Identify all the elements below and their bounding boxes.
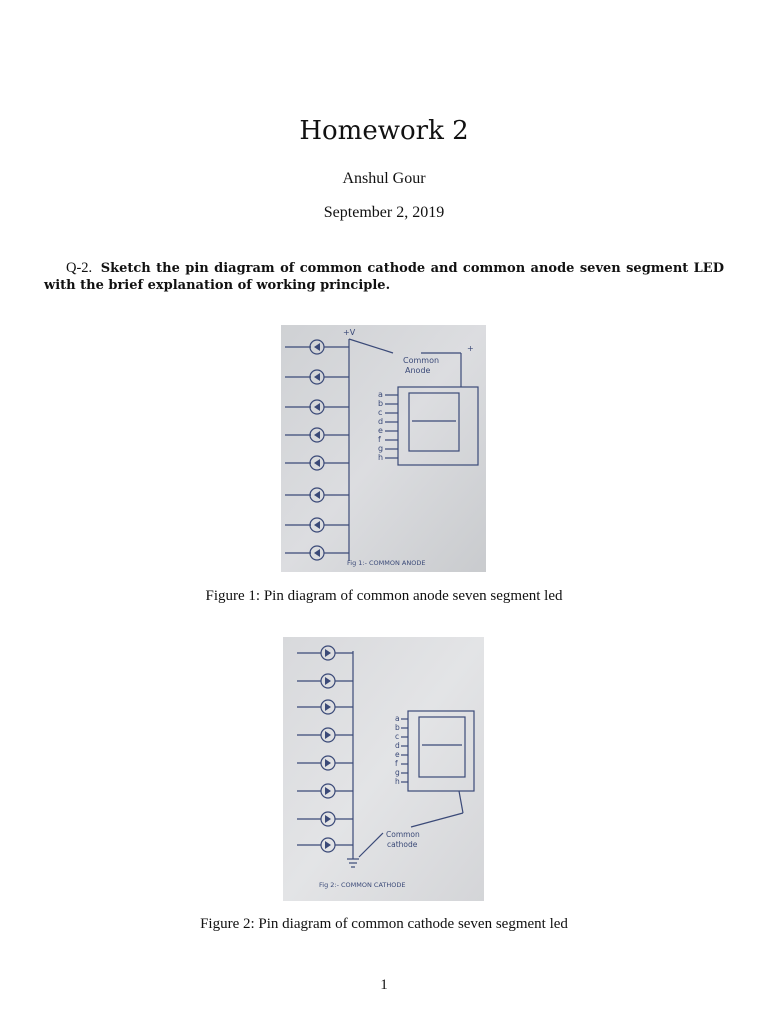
segment-letter-f: f bbox=[378, 435, 381, 444]
figure-1-image bbox=[281, 325, 486, 572]
question-block bbox=[44, 260, 724, 294]
figure-1-handwritten-footer: Fig 1:- COMMON ANODE bbox=[347, 559, 426, 567]
segment-letter-h: h bbox=[378, 453, 384, 462]
common-cathode-sketch bbox=[283, 637, 484, 901]
segment-letter-d: d bbox=[395, 741, 400, 750]
anode-label-line1: Common bbox=[403, 356, 440, 365]
supply-label: +V bbox=[343, 328, 356, 337]
segment-letter-g: g bbox=[395, 768, 400, 777]
segment-letter-c: c bbox=[395, 732, 400, 741]
segment-letter-b: b bbox=[378, 399, 384, 408]
anode-label-line2: Anode bbox=[405, 366, 431, 375]
segment-letter-c: c bbox=[378, 408, 383, 417]
document-date: September 2, 2019 bbox=[323, 204, 445, 221]
cathode-label-line1: Common bbox=[386, 830, 420, 839]
figure-1-caption: Figure 1: Pin diagram of common anode seven segment led bbox=[205, 588, 563, 604]
segment-letter-e: e bbox=[378, 426, 383, 435]
document-title: Homework 2 bbox=[299, 116, 469, 146]
segment-letter-a: a bbox=[378, 390, 383, 399]
figure-2-caption: Figure 2: Pin diagram of common cathode seven segment led bbox=[200, 916, 568, 932]
figure-2-image bbox=[283, 637, 484, 901]
segment-letter-f: f bbox=[395, 759, 398, 768]
question-number: Q-2. bbox=[66, 260, 93, 276]
segment-letter-h: h bbox=[395, 777, 400, 786]
segment-letter-g: g bbox=[378, 444, 384, 453]
segment-letter-e: e bbox=[395, 750, 400, 759]
common-anode-sketch bbox=[281, 325, 486, 572]
question-text: Sketch the pin diagram of common cathode and common anode seven segment LED with the brief explanation of working principle. bbox=[44, 261, 724, 293]
document-author: Anshul Gour bbox=[342, 170, 426, 187]
plus-label: + bbox=[467, 344, 474, 353]
page-number: 1 bbox=[380, 977, 388, 993]
figure-2-handwritten-footer: Fig 2:- COMMON CATHODE bbox=[319, 881, 406, 889]
segment-letter-d: d bbox=[378, 417, 384, 426]
segment-letter-b: b bbox=[395, 723, 400, 732]
segment-letter-a: a bbox=[395, 714, 400, 723]
cathode-label-line2: cathode bbox=[387, 840, 418, 849]
